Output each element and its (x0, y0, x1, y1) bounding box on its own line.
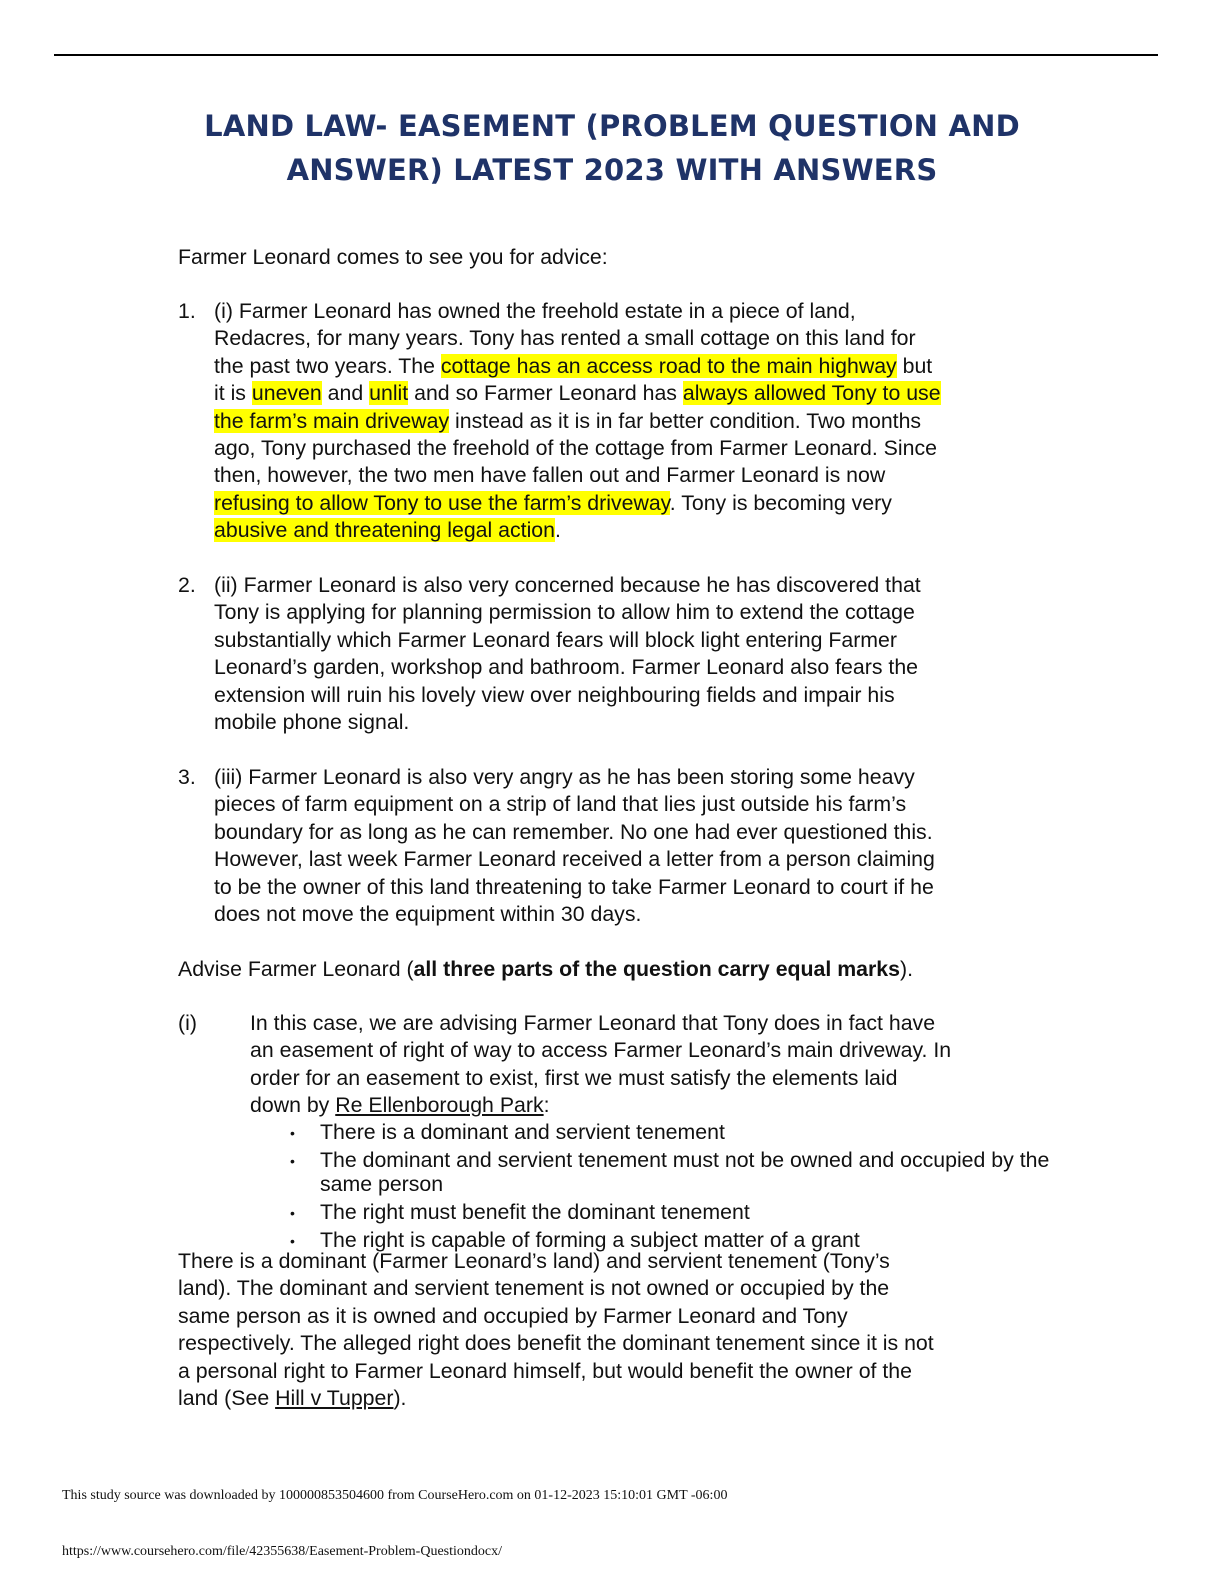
bullet-icon: • (290, 1204, 295, 1221)
answer-line: down by Re Ellenborough Park: (250, 1093, 550, 1118)
answer-line: In this case, we are advising Farmer Leonard that Tony does in fact have (250, 1011, 936, 1035)
analysis-line: land (See Hill v Tupper). (178, 1386, 407, 1411)
question-number: 2. (178, 573, 196, 597)
highlight: the farm’s main driveway (214, 408, 450, 433)
q1-line: (i) Farmer Leonard has owned the freehold estate in a piece of land, (214, 299, 856, 323)
q2-line: extension will ruin his lovely view over neighbouring fields and impair his (214, 682, 895, 707)
q1-line: the past two years. The cottage has an access road to the main highway but (214, 353, 933, 378)
intro-text: Farmer Leonard comes to see you for advice: (178, 245, 608, 269)
q1-line: ago, Tony purchased the freehold of the cottage from Farmer Leonard. Since (214, 436, 937, 461)
page-title (120, 104, 1104, 192)
q1-line: Redacres, for many years. Tony has rented a small cottage on this land for (214, 326, 916, 351)
advise-instruction: Advise Farmer Leonard (all three parts of the question carry equal marks). (178, 957, 914, 981)
bullet-icon: • (290, 1124, 295, 1141)
q2-line: (ii) Farmer Leonard is also very concerned because he has discovered that (214, 573, 921, 597)
title-line-2: ANSWER) LATEST 2023 WITH ANSWERS (286, 153, 938, 187)
case-citation: Hill v Tupper (275, 1386, 394, 1411)
q1-line: refusing to allow Tony to use the farm’s driveway. Tony is becoming very (214, 490, 892, 515)
question-1 (178, 298, 1058, 545)
bullet-icon: • (290, 1232, 295, 1249)
highlight: always allowed Tony to use (682, 381, 941, 406)
answer-marker: (i) (178, 1011, 197, 1035)
highlight: uneven (251, 381, 322, 406)
q3-line: pieces of farm equipment on a strip of land that lies just outside his farm’s (214, 792, 907, 817)
q3-line: to be the owner of this land threatening to take Farmer Leonard to court if he (214, 874, 934, 899)
highlight: refusing to allow Tony to use the farm’s driveway (214, 490, 670, 515)
q1-line: then, however, the two men have fallen out and Farmer Leonard is now (214, 463, 886, 488)
source-url-link[interactable]: https://www.coursehero.com/file/42355638/Easement-Problem-Questiondocx/ (62, 1544, 503, 1559)
case-citation: Re Ellenborough Park (335, 1093, 544, 1118)
elements-list (290, 1120, 1078, 1252)
analysis-line: land). The dominant and servient tenement is not owned or occupied by the (178, 1276, 890, 1301)
download-notice: This study source was downloaded by 100000853504600 from CourseHero.com on 01-12-2023 15:10:01 GMT -06:00 (62, 1488, 728, 1503)
analysis-line: There is a dominant (Farmer Leonard’s land) and servient tenement (Tony’s (178, 1249, 890, 1273)
list-item: • The dominant and servient tenement must not be owned and occupied by the same person (290, 1147, 1050, 1196)
analysis-line: same person as it is owned and occupied by Farmer Leonard and Tony (178, 1303, 848, 1328)
list-item: • The right is capable of forming a subject matter of a grant (290, 1227, 860, 1252)
analysis-line: a personal right to Farmer Leonard himself, but would benefit the owner of the (178, 1358, 912, 1383)
question-3 (178, 764, 1058, 928)
title-line-1: LAND LAW- EASEMENT (PROBLEM QUESTION AND (204, 109, 1020, 143)
q3-line: However, last week Farmer Leonard received a letter from a person claiming (214, 847, 935, 872)
q2-line: substantially which Farmer Leonard fears will block light entering Farmer (214, 627, 897, 652)
q3-line: boundary for as long as he can remember. No one had ever questioned this. (214, 819, 933, 844)
highlight: cottage has an access road to the main highway (440, 353, 897, 378)
q2-line: Leonard’s garden, workshop and bathroom. Farmer Leonard also fears the (214, 655, 919, 680)
answer-1 (178, 1010, 1078, 1256)
list-item: • The right must benefit the dominant tenement (290, 1199, 750, 1224)
q1-line: it is uneven and unlit and so Farmer Leonard has always allowed Tony to use (214, 381, 941, 406)
top-rule (54, 54, 1158, 56)
list-item: • There is a dominant and servient tenement (290, 1119, 725, 1144)
question-number: 3. (178, 765, 196, 789)
answer-line: an easement of right of way to access Farmer Leonard’s main driveway. In (250, 1038, 952, 1063)
answer-line: order for an easement to exist, first we must satisfy the elements laid (250, 1065, 898, 1090)
highlight: abusive and threatening legal action (214, 518, 555, 543)
q1-line: the farm’s main driveway instead as it is in far better condition. Two months (214, 408, 922, 433)
q2-line: Tony is applying for planning permission to allow him to extend the cottage (214, 600, 915, 625)
analysis-line: respectively. The alleged right does benefit the dominant tenement since it is not (178, 1331, 934, 1356)
question-number: 1. (178, 299, 196, 323)
marks-note: all three parts of the question carry equal marks (413, 957, 900, 981)
bullet-icon: • (290, 1152, 295, 1169)
q2-line: mobile phone signal. (214, 710, 410, 735)
q3-line: does not move the equipment within 30 days. (214, 902, 642, 927)
question-2 (178, 572, 1058, 736)
q1-line: abusive and threatening legal action. (214, 518, 561, 543)
highlight: unlit (369, 381, 409, 406)
analysis-paragraph (178, 1248, 934, 1412)
q3-line: (iii) Farmer Leonard is also very angry as he has been storing some heavy (214, 765, 915, 789)
